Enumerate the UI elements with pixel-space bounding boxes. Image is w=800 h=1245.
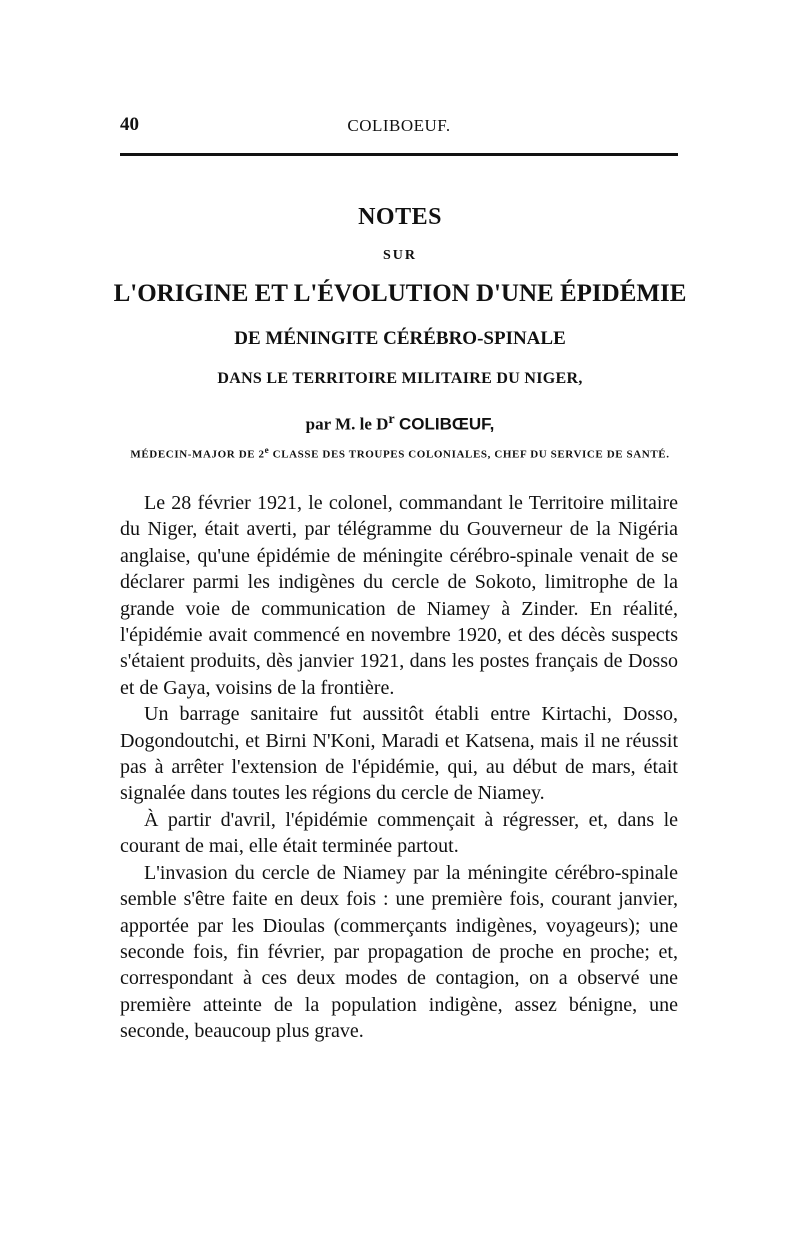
running-title: COLIBOEUF. xyxy=(347,116,451,135)
affiliation-pre: MÉDECIN-MAJOR DE 2 xyxy=(130,448,265,461)
author-name: COLIBŒUF, xyxy=(398,414,495,434)
byline-prefix: par M. le D xyxy=(305,414,389,434)
paragraph-1: Le 28 février 1921, le colonel, commandant le Territoire militaire du Niger, était averti, par télégramme du Gouverneur de la Nigéria anglaise, qu'une épidémie de méningite cérébro-spinale venait de se déclarer parmi les indigènes du cercle de Sokoto, limitrophe de la grande voie de communication de Niamey à Zinder. En réalité, l'épidémie avait commencé en novembre 1920, et des décès suspects s'étaient produits, dès janvier 1921, dans les postes français de Dosso et de Gaya, voisins de la frontière. xyxy=(120,492,678,699)
header-rule xyxy=(120,153,678,156)
title-main: L'ORIGINE ET L'ÉVOLUTION D'UNE ÉPIDÉMIE xyxy=(113,280,687,307)
title-notes: NOTES xyxy=(358,204,442,230)
body-text xyxy=(120,490,678,1045)
page-number: 40 xyxy=(120,114,139,135)
paragraph-4: L'invasion du cercle de Niamey par la méningite cérébro-spinale semble s'être faite en deux fois : une première fois, courant janvier, apportée par les Dioulas (commerçants indigènes, voyageurs); une seconde fois, fin février, par propagation de proche en proche; et, correspondant à ces deux modes de contagion, on a observé une première atteinte de la population indigène, assez bénigne, une seconde, beaucoup plus grave. xyxy=(120,861,678,1043)
title-subtitle: DE MÉNINGITE CÉRÉBRO-SPINALE xyxy=(234,328,566,349)
affiliation-post: CLASSE DES TROUPES COLONIALES, CHEF DU SERVICE DE SANTÉ. xyxy=(269,448,670,461)
title-location: DANS LE TERRITOIRE MILITAIRE DU NIGER, xyxy=(217,370,583,387)
byline-prefix-sup: r xyxy=(388,411,395,427)
paragraph-3: À partir d'avril, l'épidémie commençait à régresser, et, dans le courant de mai, elle était terminée partout. xyxy=(120,808,678,858)
paragraph-2: Un barrage sanitaire fut aussitôt établi entre Kirtachi, Dosso, Dogondoutchi, et Birni N'Koni, Maradi et Katsena, mais il ne réussit pas à arrêter l'extension de l'épidémie, qui, au début de mars, était signalée dans toutes les régions du cercle de Niamey. xyxy=(120,703,678,805)
running-head xyxy=(120,114,678,138)
author-affiliation xyxy=(110,445,690,461)
byline xyxy=(110,411,690,435)
affiliation-sup: e xyxy=(264,445,270,455)
title-sur: SUR xyxy=(382,248,417,263)
